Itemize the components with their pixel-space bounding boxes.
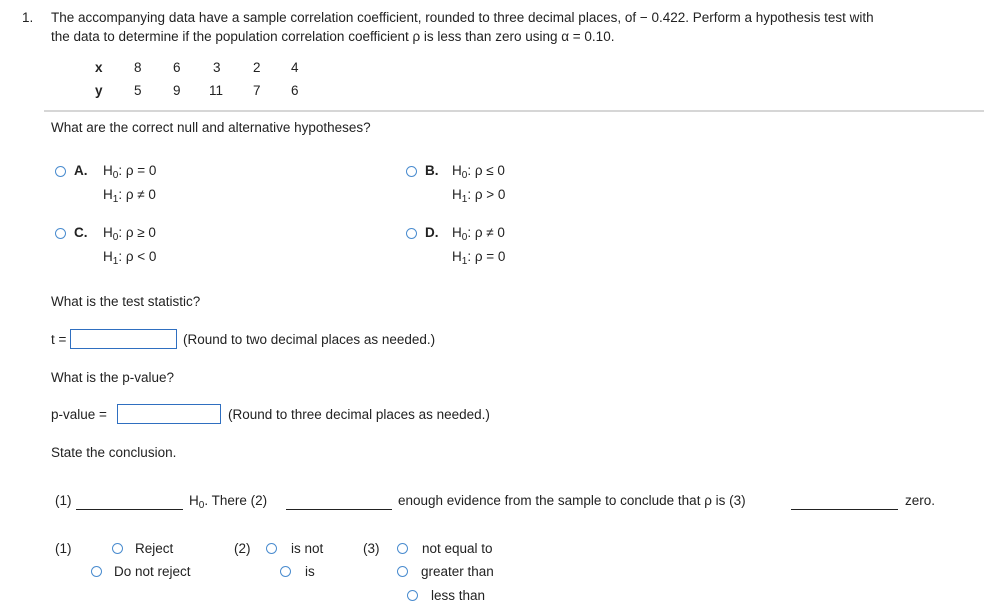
conclusion-blank1-label: (1) — [55, 493, 72, 508]
option-d-h0: $H_0$: ρ ≠ 0 — [452, 225, 505, 243]
option-d-radio[interactable] — [406, 228, 417, 239]
option-a-h1: $H_1$: ρ ≠ 0 — [103, 187, 156, 205]
x-value: 4 — [291, 60, 299, 75]
is-not-label[interactable]: is not — [291, 541, 324, 556]
x-value: 2 — [253, 60, 261, 75]
question-number: 1. — [22, 10, 34, 25]
greater-than-radio[interactable] — [397, 566, 408, 577]
conclusion-h0-text: $H_0$. There (2) — [189, 493, 268, 511]
not-equal-to-radio[interactable] — [397, 543, 408, 554]
x-row-label: x — [95, 60, 103, 75]
x-value: 3 — [213, 60, 221, 75]
option-b-h1: $H_1$: ρ > 0 — [452, 187, 506, 205]
option-a-radio[interactable] — [55, 166, 66, 177]
section-divider — [44, 110, 984, 112]
do-not-reject-radio[interactable] — [91, 566, 102, 577]
is-label[interactable]: is — [305, 564, 315, 579]
question-text-line2: the data to determine if the population correlation coefficient ρ is less than zero using α = 0.10. — [51, 29, 615, 44]
not-equal-to-label[interactable]: not equal to — [422, 541, 493, 556]
is-radio[interactable] — [280, 566, 291, 577]
conclusion-end-text: zero. — [905, 493, 936, 508]
hypotheses-prompt: What are the correct null and alternative hypotheses? — [51, 120, 371, 135]
conclusion-prompt: State the conclusion. — [51, 445, 177, 460]
group2-label: (2) — [234, 541, 251, 556]
p-value-input[interactable] — [117, 404, 221, 424]
group3-label: (3) — [363, 541, 380, 556]
conclusion-middle-text: enough evidence from the sample to conclude that ρ is (3) — [398, 493, 746, 508]
p-value-prompt: What is the p-value? — [51, 370, 175, 385]
option-a-letter: A. — [74, 163, 88, 178]
group1-label: (1) — [55, 541, 72, 556]
conclusion-blank-1[interactable] — [76, 509, 183, 510]
p-value-round-hint: (Round to three decimal places as needed.) — [228, 407, 490, 422]
option-b-letter: B. — [425, 163, 439, 178]
less-than-radio[interactable] — [407, 590, 418, 601]
option-d-letter: D. — [425, 225, 439, 240]
y-value: 6 — [291, 83, 299, 98]
option-c-radio[interactable] — [55, 228, 66, 239]
is-not-radio[interactable] — [266, 543, 277, 554]
conclusion-blank-3[interactable] — [791, 509, 898, 510]
y-value: 11 — [209, 83, 224, 98]
p-value-label: p-value = — [51, 407, 107, 422]
x-value: 8 — [134, 60, 142, 75]
option-c-h0: $H_0$: ρ ≥ 0 — [103, 225, 156, 243]
reject-radio[interactable] — [112, 543, 123, 554]
option-a-h0: $H_0$: ρ = 0 — [103, 163, 157, 181]
less-than-label[interactable]: less than — [431, 588, 486, 603]
reject-label[interactable]: Reject — [135, 541, 174, 556]
question-text-line1: The accompanying data have a sample correlation coefficient, rounded to three decimal places, of − 0.422. Perform a hypothesis test with — [51, 10, 874, 25]
x-value: 6 — [173, 60, 181, 75]
greater-than-label[interactable]: greater than — [421, 564, 494, 579]
t-round-hint: (Round to two decimal places as needed.) — [183, 332, 436, 347]
option-b-radio[interactable] — [406, 166, 417, 177]
t-statistic-input[interactable] — [70, 329, 177, 349]
y-value: 9 — [173, 83, 181, 98]
t-label: t = — [51, 332, 67, 347]
option-c-h1: $H_1$: ρ < 0 — [103, 249, 157, 267]
option-d-h1: $H_1$: ρ = 0 — [452, 249, 506, 267]
y-value: 7 — [253, 83, 261, 98]
test-statistic-prompt: What is the test statistic? — [51, 294, 201, 309]
do-not-reject-label[interactable]: Do not reject — [114, 564, 191, 579]
y-row-label: y — [95, 83, 103, 98]
y-value: 5 — [134, 83, 142, 98]
option-b-h0: $H_0$: ρ ≤ 0 — [452, 163, 505, 181]
option-c-letter: C. — [74, 225, 88, 240]
conclusion-blank-2[interactable] — [286, 509, 392, 510]
